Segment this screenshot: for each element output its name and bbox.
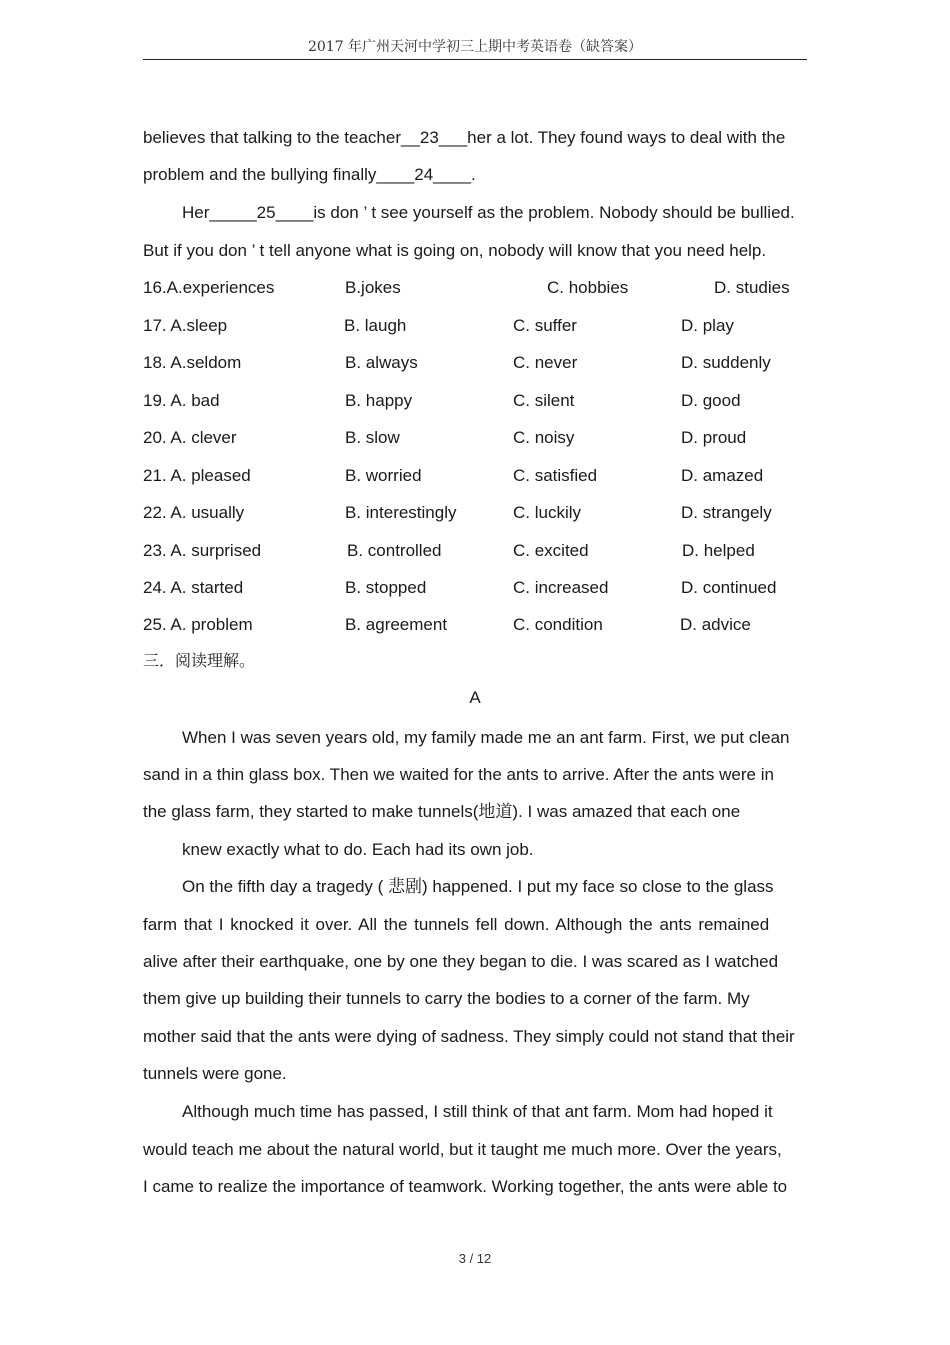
reading-line: alive after their earthquake, one by one they began to die. I was scared as I watched <box>143 952 779 971</box>
option-b: B. happy <box>345 391 413 410</box>
option-b: B.jokes <box>345 278 401 297</box>
reading-line: When I was seven years old, my family made me an ant farm. First, we put clean <box>182 728 790 747</box>
option-b: B. interestingly <box>345 503 457 522</box>
option-c: C. luckily <box>513 503 582 522</box>
option-a: 21. A. pleased <box>143 466 251 485</box>
passage-line: believes that talking to the teacher__23___her a lot. They found ways to deal with the <box>143 128 786 147</box>
option-a: 24. A. started <box>143 578 244 597</box>
reading-line: I came to realize the importance of teamwork. Working together, the ants were able to <box>143 1177 788 1196</box>
reading-line: would teach me about the natural world, but it taught me much more. Over the years, <box>143 1140 782 1159</box>
option-c: C. never <box>513 353 578 372</box>
option-b: B. worried <box>345 466 422 485</box>
passage-line: But if you don ’ t tell anyone what is going on, nobody will know that you need help. <box>143 241 767 260</box>
option-a: 16.A.experiences <box>143 278 275 297</box>
option-c: C. silent <box>513 391 575 410</box>
reading-line: the glass farm, they started to make tunnels(地道). I was amazed that each one <box>143 802 741 821</box>
option-b: B. slow <box>345 428 400 447</box>
option-b: B. agreement <box>345 615 448 634</box>
option-b: B. laugh <box>344 316 407 335</box>
reading-line: On the fifth day a tragedy ( 悲剧) happened. I put my face so close to the glass <box>182 877 774 896</box>
reading-line: tunnels were gone. <box>143 1064 287 1083</box>
passage-line: problem and the bullying finally____24____. <box>143 165 476 184</box>
option-a: 19. A. bad <box>143 391 220 410</box>
passage-label: A <box>469 688 481 707</box>
option-b: B. always <box>345 353 418 372</box>
option-d: D. proud <box>681 428 747 447</box>
option-c: C. suffer <box>513 316 577 335</box>
option-a: 20. A. clever <box>143 428 237 447</box>
option-c: C. noisy <box>513 428 575 447</box>
passage-line: Her_____25____is don ’ t see yourself as the problem. Nobody should be bullied. <box>182 203 795 222</box>
reading-line: mother said that the ants were dying of sadness. They simply could not stand that their <box>143 1027 795 1046</box>
option-d: D. amazed <box>681 466 764 485</box>
option-c: C. satisfied <box>513 466 598 485</box>
option-c: C. condition <box>513 615 603 634</box>
reading-line: sand in a thin glass box. Then we waited for the ants to arrive. After the ants were in <box>143 765 774 784</box>
option-a: 18. A.seldom <box>143 353 242 372</box>
option-a: 23. A. surprised <box>143 541 262 560</box>
option-d: D. suddenly <box>681 353 771 372</box>
option-d: D. continued <box>681 578 777 597</box>
option-d: D. play <box>681 316 734 335</box>
reading-line: knew exactly what to do. Each had its own job. <box>182 840 534 859</box>
option-c: C. hobbies <box>547 278 629 297</box>
reading-line: Although much time has passed, I still think of that ant farm. Mom had hoped it <box>182 1102 773 1121</box>
reading-line: farm that I knocked it over. All the tunnels fell down. Although the ants remained <box>143 915 770 934</box>
option-b: B. controlled <box>347 541 442 560</box>
page-number: 3 / 12 <box>458 1251 492 1266</box>
option-d: D. helped <box>682 541 755 560</box>
option-d: D. strangely <box>681 503 772 522</box>
section-title: 三．阅读理解。 <box>143 651 256 670</box>
option-a: 25. A. problem <box>143 615 253 634</box>
option-d: D. advice <box>680 615 751 634</box>
reading-line: them give up building their tunnels to carry the bodies to a corner of the farm. My <box>143 989 750 1008</box>
option-c: C. excited <box>513 541 589 560</box>
option-a: 22. A. usually <box>143 503 245 522</box>
option-c: C. increased <box>513 578 609 597</box>
page-header: 2017 年广州天河中学初三上期中考英语卷（缺答案） <box>143 36 807 60</box>
option-a: 17. A.sleep <box>143 316 228 335</box>
option-b: B. stopped <box>345 578 427 597</box>
option-d: D. good <box>681 391 741 410</box>
option-d: D. studies <box>714 278 790 297</box>
